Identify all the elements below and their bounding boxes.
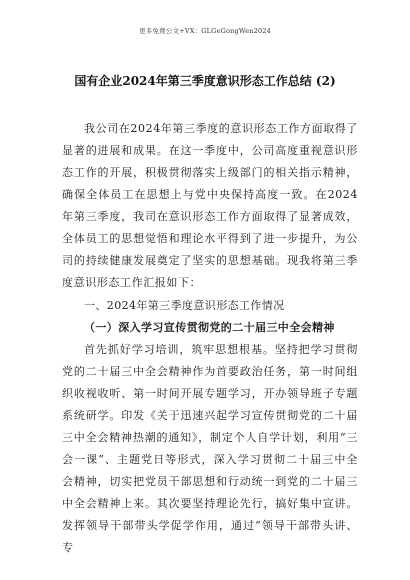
section-1-heading: 一、2024年第三季度意识形态工作情况	[84, 299, 285, 312]
subsection-1-paragraph: 首先抓好学习培训，筑牢思想根基。坚持把学习贯彻党的二十届三中全会精神作为首要政治任务，第一时间组织收视收听、第一时间开展专题学习，开办领导班子专题系统研学。印发《关于迅速兴起学习宣传贯彻党的二十届三中全会精神热潮的通知》，制定个人自学计划，利用“三会一课”、主题党日等形式，深入学习贯彻二十届三中全会精神，切实把党员干部思想和行动统一到党的二十届三中全会精神上来。其次要坚持理论先行，搞好集中宣讲。发挥领导干部带头学促学作用，通过“领导干部带头讲、专	[62, 343, 358, 554]
intro-paragraph: 我公司在2024年第三季度的意识形态工作方面取得了显著的进展和成果。在这一季度中，公司高度重视意识形态工作的开展，积极贯彻落实上级部门的相关指示精神，确保全体员工在思想上与党中央保持高度一致。在2024年第三季度，我司在意识形态工作方面取得了显著成效，全体员工的思想觉悟和理论水平得到了进一步提升，为公司的持续健康发展奠定了坚实的思想基础。现我将第三季度意识形态工作汇报如下：	[62, 122, 358, 289]
document-title: 国有企业2024年第三季度意识形态工作总结 (2)	[74, 74, 336, 88]
document-body	[62, 118, 358, 560]
header-note: 更多免费公文+VX：GLGeGongWen2024	[139, 27, 271, 35]
subsection-1-heading: （一）深入学习宣传贯彻党的二十届三中全会精神	[84, 321, 335, 334]
